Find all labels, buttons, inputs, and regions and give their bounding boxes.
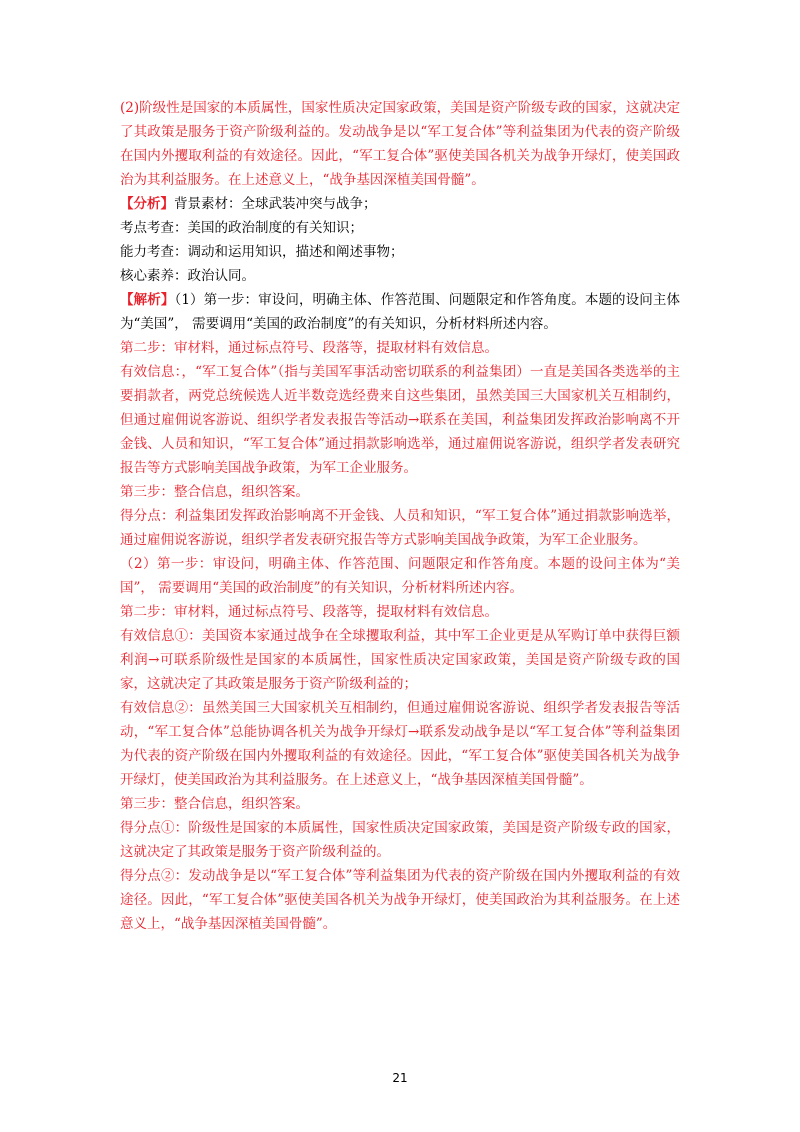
q2-scoring-point-2: 得分点②：发动战争是以“军工复合体”等利益集团为代表的资产阶级在国内外攫取利益的有效途径。因此，“军工复合体”驱使美国各机关为战争开绿灯，使美国政治为其利益服务。在上述意义上，“战争基因深植美国骨髓”。 (120, 868, 680, 932)
analysis-ability: 能力考查：调动和运用知识，描述和阐述事物； (120, 244, 404, 260)
analysis-core-literacy: 核心素养：政治认同。 (120, 268, 255, 284)
q1-effective-info: 有效信息：，“军工复合体”（指与美国军事活动密切联系的利益集团）一直是美国各类选举的主要捐款者，两党总统候选人近半数竞选经费来自这些集团，虽然美国三大国家机关互相制约，但通过雇佣说客游说、组织学者发表报告等活动→联系在美国，利益集团发挥政治影响离不开金钱、人员和知识，“军工复合体”通过捐款影响选举，通过雇佣说客游说，组织学者发表研究报告等方式影响美国战争政策，为军工企业服务。 (120, 364, 680, 476)
explanation-step-1 (120, 288, 680, 336)
page-number: 21 (392, 1071, 408, 1085)
answer-paragraph: (2)阶级性是国家的本质属性，国家性质决定国家政策，美国是资产阶级专政的国家，这就决定了其政策是服务于资产阶级利益的。发动战争是以“军工复合体”等利益集团为代表的资产阶级在国内外攫取利益的有效途径。因此，“军工复合体”驱使美国各机关为战争开绿灯，使美国政治为其利益服务。在上述意义上，“战争基因深植美国骨髓”。 (120, 100, 680, 188)
document-body (120, 96, 680, 936)
q2-step-2: 第二步：审材料，通过标点符号、段落等，提取材料有效信息。 (120, 604, 498, 620)
q1-step-3: 第三步：整合信息，组织答案。 (120, 484, 309, 500)
analysis-background (120, 192, 680, 216)
explanation-step-1-text: （1）第一步：审设问，明确主体、作答范围、问题限定和作答角度。本题的设问主体为“美国”， 需要调用“美国的政治制度”的有关知识，分析材料所述内容。 (120, 292, 681, 332)
q2-step-3: 第三步：整合信息，组织答案。 (120, 796, 309, 812)
q2-effective-info-2: 有效信息②：虽然美国三大国家机关互相制约，但通过雇佣说客游说、组织学者发表报告等活动，“军工复合体”总能协调各机关为战争开绿灯→联系发动战争是以“军工复合体”等利益集团为代表的资产阶级在国内外攫取利益的有效途径。因此，“军工复合体”驱使美国各机关为战争开绿灯，使美国政治为其利益服务。在上述意义上，“战争基因深植美国骨髓”。 (120, 700, 680, 788)
analysis-knowledge-point: 考点考查：美国的政治制度的有关知识； (120, 220, 363, 236)
q2-effective-info-1: 有效信息①：美国资本家通过战争在全球攫取利益，其中军工企业更是从军购订单中获得巨额利润→可联系阶级性是国家的本质属性，国家性质决定国家政策，美国是资产阶级专政的国家，这就决定了其政策是服务于资产阶级利益的； (120, 628, 680, 692)
analysis-tag: 【分析】 (120, 196, 174, 212)
q1-step-2: 第二步：审材料，通过标点符号、段落等，提取材料有效信息。 (120, 340, 498, 356)
analysis-background-text: 背景素材：全球武装冲突与战争； (174, 196, 377, 212)
q1-scoring-point: 得分点：利益集团发挥政治影响离不开金钱、人员和知识，“军工复合体”通过捐款影响选举，通过雇佣说客游说，组织学者发表研究报告等方式影响美国战争政策，为军工企业服务。 (120, 508, 680, 548)
q2-scoring-point-1: 得分点①：阶级性是国家的本质属性，国家性质决定国家政策，美国是资产阶级专政的国家，这就决定了其政策是服务于资产阶级利益的。 (120, 820, 680, 860)
explanation-tag: 【解析】 (120, 292, 175, 308)
q2-step-1: （2）第一步：审设问，明确主体、作答范围、问题限定和作答角度。本题的设问主体为“美国”， 需要调用“美国的政治制度”的有关知识，分析材料所述内容。 (120, 556, 680, 596)
